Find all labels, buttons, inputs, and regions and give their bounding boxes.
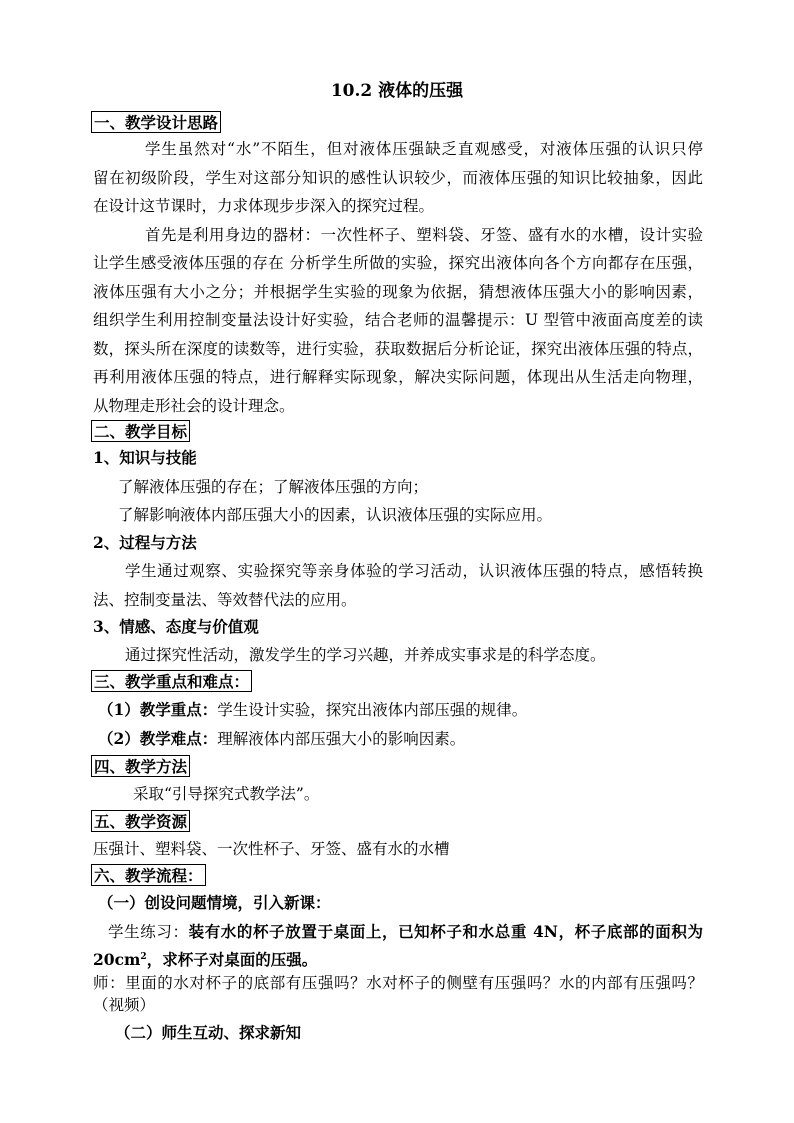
paragraph-line: 留在初级阶段，学生对这部分知识的感性认识较少，而液体压强的知识比较抽象，因此	[93, 169, 703, 187]
paragraph-line: 学生虽然对“水”不陌生，但对液体压强缺乏直观感受，对液体压强的认识只停	[145, 140, 703, 158]
exercise-tail: ，求杯子对桌面的压强。	[146, 950, 318, 969]
paragraph-line: 首先是利用身边的器材：一次性杯子、塑料袋、牙签、盛有水的水槽，设计实验	[145, 226, 703, 244]
section-heading-design-idea: 一、教学设计思路	[91, 111, 221, 133]
subheading-attitude: 3、情感、态度与价值观	[93, 617, 259, 636]
section-heading-teaching-flow: 六、教学流程：	[91, 864, 206, 886]
exercise-text: 装有水的杯子放置于桌面上，已知杯子和水总重 4N，杯子底部的面积为	[188, 922, 703, 941]
section-heading-key-points: 三、教学重点和难点：	[91, 670, 252, 692]
difficulty-line	[98, 729, 703, 749]
exercise-line	[93, 950, 703, 970]
exercise-label: 学生练习：	[108, 923, 189, 941]
method-text: 采取“引导探究式教学法”。	[133, 785, 320, 803]
section-heading-method: 四、教学方法	[91, 755, 190, 777]
teacher-question: 师：里面的水对杯子的底部有压强吗？水对杯子的侧壁有压强吗？水的内部有压强吗？	[93, 974, 703, 992]
paragraph-line: 数，探头所在深度的读数等，进行实验，获取数据后分析论证，探究出液体压强的特点，	[93, 340, 703, 358]
paragraph-line: 从物理走形社会的设计理念。	[93, 397, 295, 415]
video-note: （视频）	[93, 996, 156, 1014]
exercise-line	[93, 922, 703, 942]
paragraph-line: 再利用液体压强的特点，进行解释实际现象，解决实际问题，体现出从生活走向物理，	[93, 368, 703, 386]
step-heading: （一）创设问题情境，引入新课：	[98, 893, 331, 912]
page-title: 10.2 液体的压强	[330, 81, 464, 101]
goal-line: 法、控制变量法、等效替代法的应用。	[93, 591, 357, 609]
key-point-text: 学生设计实验，探究出液体内部压强的规律。	[217, 701, 528, 719]
subheading-knowledge: 1、知识与技能	[93, 448, 197, 467]
difficulty-label: （2）教学难点：	[98, 729, 218, 748]
section-heading-resources: 五、教学资源	[91, 810, 190, 832]
goal-line: 了解影响液体内部压强大小的因素，认识液体压强的实际应用。	[118, 506, 553, 524]
paragraph-line: 让学生感受液体压强的存在 分析学生所做的实验，探究出液体向各个方向都存在压强，	[93, 254, 703, 272]
section-heading-teaching-goals: 二、教学目标	[91, 420, 190, 442]
key-point-line	[98, 700, 703, 720]
exercise-superscript: 2	[140, 951, 147, 962]
resources-text: 压强计、塑料袋、一次性杯子、牙签、盛有水的水槽	[93, 840, 450, 858]
paragraph-line: 在设计这节课时，力求体现步步深入的探究过程。	[93, 197, 435, 215]
goal-line: 通过探究性活动，激发学生的学习兴趣，并养成实事求是的科学态度。	[125, 646, 606, 664]
subheading-process: 2、过程与方法	[93, 533, 197, 552]
goal-line: 了解液体压强的存在；了解液体压强的方向；	[118, 478, 429, 496]
difficulty-text: 理解液体内部压强大小的影响因素。	[217, 730, 466, 748]
paragraph-line: 组织学生利用控制变量法设计好实验，结合老师的温馨提示：U 型管中液面高度差的读	[93, 311, 703, 329]
goal-line: 学生通过观察、实验探究等亲身体验的学习活动，认识液体压强的特点，感悟转换	[125, 562, 703, 580]
exercise-area: 20cm	[93, 950, 141, 969]
paragraph-line: 液体压强有大小之分；并根据学生实验的现象为依据，猜想液体压强大小的影响因素，	[93, 283, 703, 301]
step-heading: （二）师生互动、探求新知	[115, 1023, 302, 1042]
key-point-label: （1）教学重点：	[98, 700, 218, 719]
